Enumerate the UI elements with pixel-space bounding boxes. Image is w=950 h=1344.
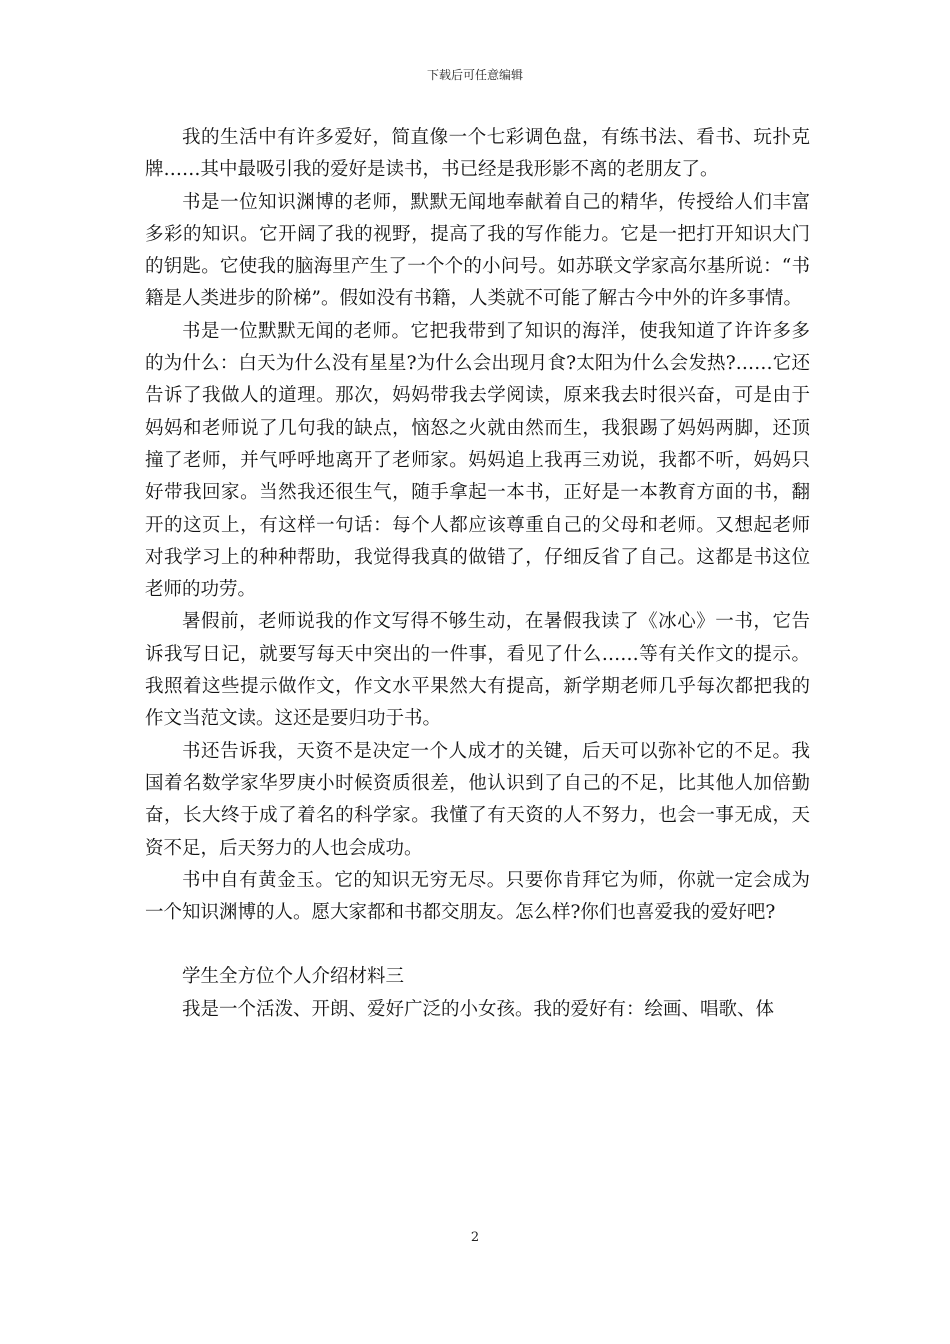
paragraph: 书中自有黄金玉。它的知识无穷无尽。只要你肯拜它为师，你就一定会成为一个知识渊博的人。愿大家都和书都交朋友。怎么样?你们也喜爱我的爱好吧?	[145, 869, 810, 924]
document-body	[145, 122, 810, 1026]
blank-line	[145, 929, 810, 961]
paragraph: 暑假前，老师说我的作文写得不够生动，在暑假我读了《冰心》一书，它告诉我写日记，就要写每天中突出的一件事，看见了什么……等有关作文的提示。我照着这些提示做作文，作文水平果然大有提高，新学期老师几乎每次都把我的作文当范文读。这还是要归功于书。	[145, 611, 810, 730]
page-number: 2	[470, 1230, 480, 1245]
paragraph: 书还告诉我，天资不是决定一个人成才的关键，后天可以弥补它的不足。我国着名数学家华罗庚小时候资质很差，他认识到了自己的不足，比其他人加倍勤奋，长大终于成了着名的科学家。我懂了有天资的人不努力，也会一事无成，天资不足，后天努力的人也会成功。	[145, 740, 810, 859]
page-header: 下载后可任意编辑	[426, 68, 523, 82]
section-title: 学生全方位个人介绍材料三	[182, 966, 405, 988]
paragraph: 我是一个活泼、开朗、爱好广泛的小女孩。我的爱好有：绘画、唱歌、体	[182, 998, 775, 1020]
paragraph: 书是一位知识渊博的老师，默默无闻地奉献着自己的精华，传授给人们丰富多彩的知识。它开阔了我的视野，提高了我的写作能力。它是一把打开知识大门的钥匙。它使我的脑海里产生了一个个的小问号。如苏联文学家高尔基所说：“书籍是人类进步的阶梯”。假如没有书籍，人类就不可能了解古今中外的许多事情。	[145, 191, 810, 310]
paragraph: 书是一位默默无闻的老师。它把我带到了知识的海洋，使我知道了许许多多的为什么：白天为什么没有星星?为什么会出现月食?太阳为什么会发热?……它还告诉了我做人的道理。那次，妈妈带我去学阅读，原来我去时很兴奋，可是由于妈妈和老师说了几句我的缺点，恼怒之火就由然而生，我狠踢了妈妈两脚，还顶撞了老师，并气呼呼地离开了老师家。妈妈追上我再三劝说，我都不听，妈妈只好带我回家。当然我还很生气，随手拿起一本书，正好是一本教育方面的书，翻开的这页上，有这样一句话：每个人都应该尊重自己的父母和老师。又想起老师对我学习上的种种帮助，我觉得我真的做错了，仔细反省了自己。这都是书这位老师的功劳。	[145, 320, 810, 601]
paragraph: 我的生活中有许多爱好，简直像一个七彩调色盘，有练书法、看书、玩扑克牌……其中最吸引我的爱好是读书，书已经是我形影不离的老朋友了。	[145, 127, 810, 181]
